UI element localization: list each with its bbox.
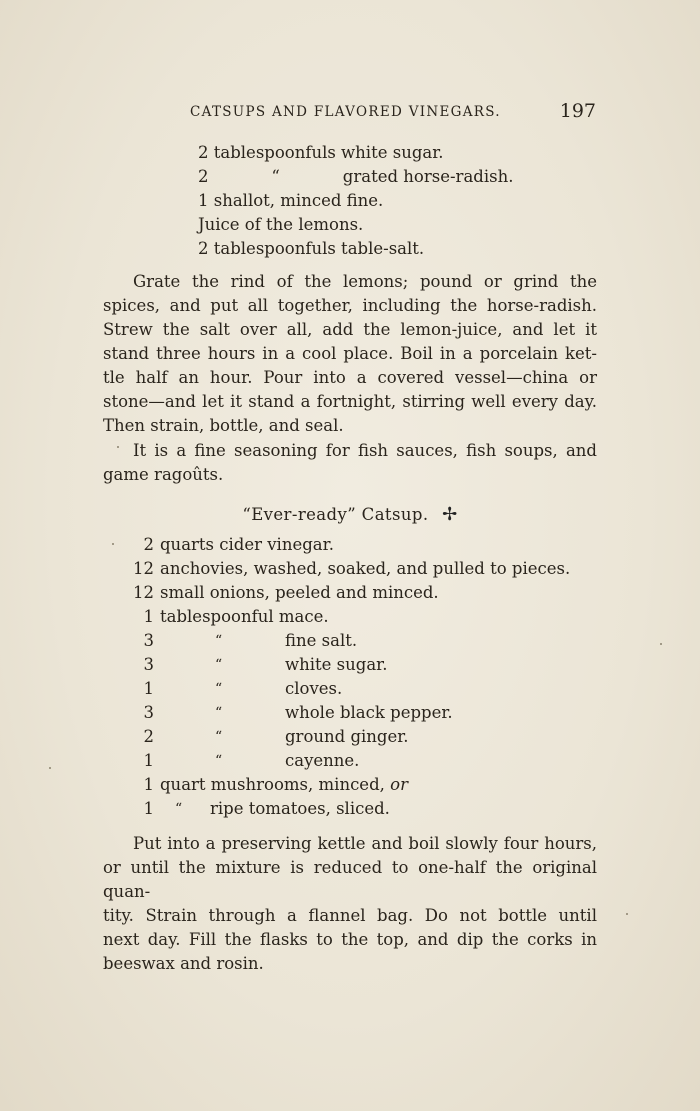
note-paragraph	[103, 439, 597, 487]
ditto-mark: “	[215, 729, 223, 745]
ingredient-qty: 1	[143, 751, 154, 770]
ingredient-text: whole black pepper.	[285, 703, 453, 722]
running-head: CATSUPS AND FLAVORED VINEGARS.	[190, 104, 501, 120]
ingredient-qty: 2	[143, 727, 154, 746]
paragraph-line: Then strain, bottle, and seal.	[103, 416, 344, 435]
ingredient-row	[132, 797, 602, 821]
ingredient-text: tablespoonful mace.	[160, 607, 329, 626]
ingredient-text: fine salt.	[285, 631, 358, 650]
ingredient-text: ripe tomatoes, sliced.	[210, 799, 390, 818]
ingredient-qty: 3	[143, 703, 154, 722]
paragraph-line: It is a fine seasoning for fish sauces, fish soups, and	[133, 441, 597, 460]
ingredient-qty: 1	[143, 679, 154, 698]
recipe-title-text: “Ever-ready” Catsup.	[242, 505, 429, 524]
ingredient-text: cayenne.	[285, 751, 360, 770]
ingredient-row	[132, 653, 602, 677]
paper-speck	[660, 643, 662, 645]
paragraph-line: stone—and let it stand a fortnight, stirring well every day.	[103, 392, 597, 411]
paragraph-line: beeswax and rosin.	[103, 954, 264, 973]
ingredient-text: anchovies, washed, soaked, and pulled to pieces.	[160, 559, 571, 578]
ingredient-qty: 1	[143, 607, 154, 626]
paper-speck	[112, 543, 114, 545]
ingredient-qty: 12	[133, 583, 154, 602]
ingredient-text: quart mushrooms, minced,	[160, 775, 385, 794]
ingredient-row	[132, 605, 602, 629]
ingredient-qty: 2	[143, 535, 154, 554]
page-number: 197	[559, 100, 596, 122]
paragraph-line: Strew the salt over all, add the lemon-juice, and let it	[103, 320, 597, 339]
ditto-mark: “	[215, 657, 223, 673]
paragraph-line: or until the mixture is reduced to one-half the original quan-	[103, 858, 597, 901]
instructions-paragraph	[103, 270, 597, 438]
ingredient-row	[132, 581, 602, 605]
ingredient-text: white sugar.	[285, 655, 388, 674]
ingredient-line: 2 tablespoonfuls table-salt.	[198, 239, 425, 258]
ingredient-line: Juice of the lemons.	[198, 215, 364, 234]
cross-mark-icon: ✢	[442, 504, 458, 525]
ditto-mark: “	[215, 681, 223, 697]
paragraph-line: tity. Strain through a flannel bag. Do not bottle until	[103, 906, 597, 925]
ingredient-text-group	[160, 773, 408, 797]
ingredient-line: 1 shallot, minced fine.	[198, 191, 384, 210]
ingredient-text: ground ginger.	[285, 727, 409, 746]
ingredient-row	[132, 629, 602, 653]
paragraph-line: next day. Fill the flasks to the top, and dip the corks in	[103, 930, 597, 949]
ingredient-text: quarts cider vinegar.	[160, 535, 334, 554]
ingredient-alternative: or	[390, 775, 408, 794]
ingredient-qty: 1	[143, 775, 154, 794]
ingredient-line: 2 tablespoonfuls white sugar.	[198, 143, 444, 162]
ingredient-row	[132, 773, 602, 797]
ditto-mark: “	[215, 753, 223, 769]
ingredient-row	[132, 557, 602, 581]
ingredient-qty: 3	[143, 631, 154, 650]
ingredient-row	[132, 533, 602, 557]
ingredient-row	[132, 677, 602, 701]
paragraph-line: Grate the rind of the lemons; pound or grind the	[133, 272, 597, 291]
paragraph-line: game ragoûts.	[103, 465, 224, 484]
ingredient-qty: 1	[143, 799, 154, 818]
paper-speck	[626, 913, 628, 915]
ingredient-qty: 12	[133, 559, 154, 578]
ingredient-row	[132, 701, 602, 725]
ingredient-row	[132, 749, 602, 773]
paragraph-line: spices, and put all together, including the horse-radish.	[103, 296, 597, 315]
method-paragraph	[103, 832, 597, 976]
ditto-mark: “	[215, 633, 223, 649]
paragraph-line: stand three hours in a cool place. Boil in a porcelain ket-	[103, 344, 597, 363]
ingredient-text: cloves.	[285, 679, 343, 698]
ingredient-row	[132, 725, 602, 749]
recipe-title	[0, 504, 700, 525]
ingredient-text: small onions, peeled and minced.	[160, 583, 439, 602]
paragraph-line: tle half an hour. Pour into a covered vessel—china or	[103, 368, 597, 387]
paragraph-line: Put into a preserving kettle and boil slowly four hours,	[133, 834, 597, 853]
page-header	[190, 100, 600, 126]
ditto-mark: “	[175, 801, 183, 817]
ingredient-line: 2 “ grated horse-radish.	[198, 167, 514, 186]
ingredient-qty: 3	[143, 655, 154, 674]
ditto-mark: “	[215, 705, 223, 721]
paper-speck	[49, 767, 51, 769]
recipe-ingredient-list	[132, 533, 602, 821]
paper-speck	[117, 446, 119, 448]
ingredient-list-top	[198, 141, 578, 261]
